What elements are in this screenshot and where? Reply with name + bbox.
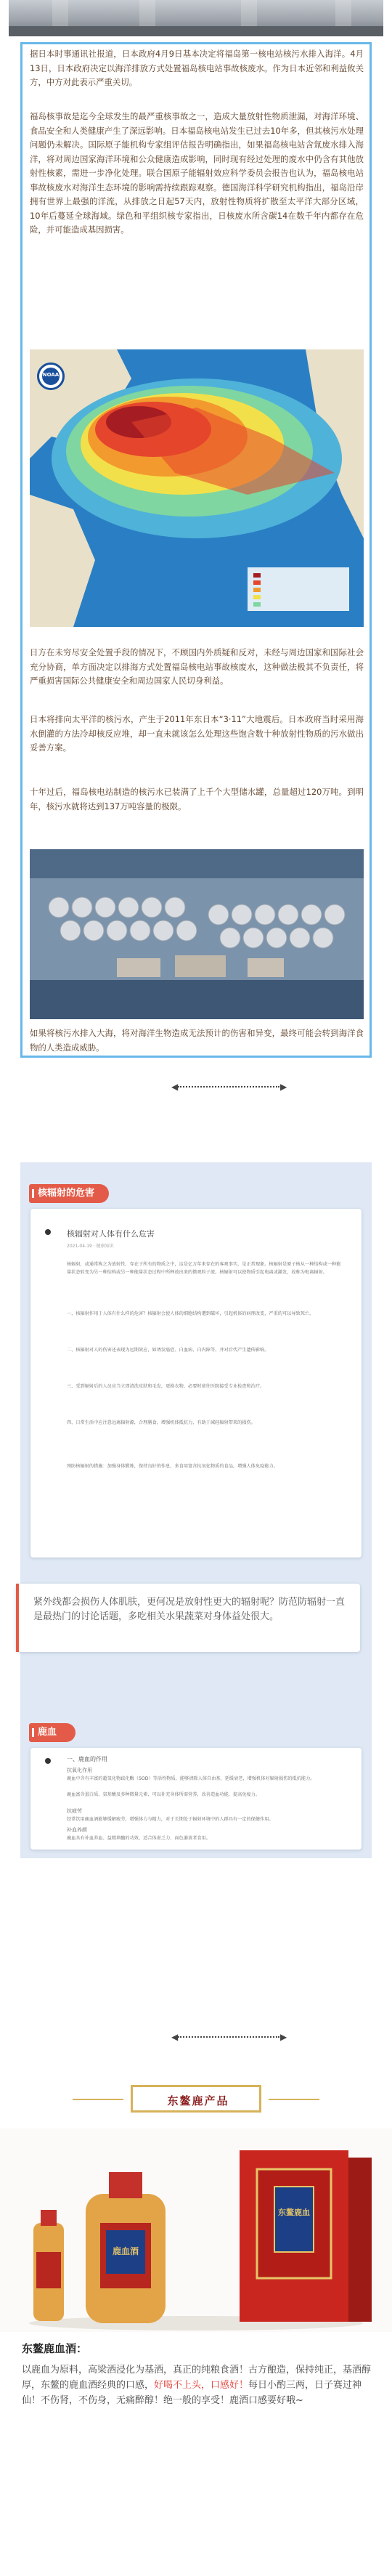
deer-blood-sub-3: 补血养颜 (67, 1827, 87, 1833)
product-section-title: 东鳌鹿产品 (167, 2094, 229, 2107)
radiation-article-paragraph: 核辐射，或通常称之为放射性，存在于所有的物质之中，这是亿万年来存在的客观事实，是正常现象。核辐射是原子核从一种结构或一种能量状态转变为另一种结构或另一种能量状态过程中所释放出来的微观粒子流。核辐射可以使物质引起电离或激发，故称为电离辐射。 (67, 1262, 341, 1275)
noaa-logo (37, 362, 65, 390)
news-paragraph-1: 据日本时事通讯社报道，日本政府4月9日基本决定将福岛第一核电站核污水排入海洋。4月13日，日本政府决定以海洋排放方式处置福岛核电站事故核废水。作为日本近邻和利益攸关方，中方对此表示严重关切。 (30, 49, 364, 87)
noaa-logo-text: NOAA (42, 372, 60, 378)
radiation-article-card (30, 1209, 362, 1558)
deer-blood-sub-1: 抗氧化作用 (67, 1767, 92, 1773)
deer-blood-heading: 一、鹿血的作用 (67, 1756, 107, 1762)
product-section-header (73, 2082, 319, 2115)
news-paragraph-4: 日本将排向太平洋的核污水，产生于2011年东日本“3·11”大地震后。日本政府当时采用海水倒灌的方法冷却核反应堆，却一直未就该怎么处理这些饱含数十种放射性物质的污水做出妥善方案。 (30, 714, 364, 753)
radiation-article-paragraph: 三、受到辐射后的人员应当立即清洗皮肤和毛发，更换衣物，必要时前往医院接受专业检查和治疗。 (67, 1384, 265, 1389)
section-tag-deer-blood-label: 鹿血 (38, 1727, 57, 1738)
news-paragraph-5: 十年过后，福岛核电站制造的核污水已装满了上千个大型储水罐，总量超过120万吨。到明年，核污水就将达到137万吨容量的极限。 (30, 787, 364, 811)
bullet-icon (45, 1229, 51, 1235)
deer-blood-sub-2: 抗疲劳 (67, 1808, 82, 1814)
deer-blood-wine-product-image (0, 2129, 392, 2332)
deer-blood-paragraph: 经常饮用鹿血酒能够缓解疲劳，增强体力与精力，对于长期处于辐射环境中的人群具有一定的保健作用。 (67, 1817, 274, 1822)
product-desc-part: 每日小酌三两，日子赛过神仙！不伤肾，不伤身，无痛醉醇！绝一般的享受！鹿酒口感要好哦~ (22, 2380, 362, 2406)
radiation-article-paragraph: 一、核辐射作用于人体有什么样的危害？核辐射会使人体的细胞结构遭到破坏，引起机体的病理改变，严重的可以导致死亡。 (67, 1311, 314, 1316)
radiation-article-title: 核辐射对人体有什么危害 (67, 1229, 155, 1239)
radiation-article-paragraph: 二、核辐射对人的伤害还表现为远期效应，如诱发癌症、白血病、白内障等，并对后代产生遗传影响。 (67, 1348, 269, 1353)
news-article (20, 42, 372, 1058)
section-tag-radiation (29, 1184, 109, 1203)
quote-card (16, 1584, 360, 1652)
product-desc-highlight: 好喝不上头，口感好！ (154, 2380, 249, 2391)
news-paragraph-6: 如果将核污水排入大海，将对海洋生物造成无法预计的伤害和异变，最终可能会转到海洋食物的人类造成威胁。 (30, 1028, 364, 1053)
hero-banner-image (9, 0, 383, 36)
news-paragraph-2: 福岛核事故是迄今全球发生的最严重核事故之一，造成大量放射性物质泄漏，对海洋环境、食品安全和人类健康产生了深远影响。日本福岛核电站发生已过去10年多，但其核污水处理问题仍未解决。国际原子能机构专家组评估报告明确指出，如果福岛核电站含氚废水排入海洋，将对周边国家海洋环境和公众健康造成影响，同时现有经过处理的废水中仍含有其他放射性核素，需进一步净化处理。联合国原子能辐射效应科学委员会报告也认为，福岛核电站事故核废水对海洋生态环境的影响需持续跟踪观察。德国海洋科学研究机构指出，福岛沿岸拥有世界上最强的洋流，从排放之日起57天内，放射性物质将扩散至太平洋大部分区域，10年后蔓延全球海域。绿色和平组织核专家指出，日核废水所含碳14在数千年内都存在危险，并可能造成基因损害。 (30, 111, 364, 235)
deer-blood-paragraph: 鹿血中含有丰富的超氧化物歧化酶（SOD）等活性物质，能够清除人体自由基，延缓衰老，增强机体对辐射损伤的抵抗能力。 (67, 1776, 315, 1781)
deer-blood-paragraph: 鹿血富含蛋白质、氨基酸及多种微量元素，可以补充身体所需营养，改善造血功能，提高免疫力。 (67, 1792, 261, 1797)
bullet-icon (45, 1758, 51, 1764)
radiation-spread-map-image (30, 349, 364, 627)
deer-blood-paragraph: 鹿血具有补血养血、益精填髓的功效，适合体虚乏力、面色萎黄者食用。 (67, 1836, 211, 1841)
bottle-label-text: 鹿血酒 (112, 2246, 139, 2256)
product-title: 东鳌鹿血酒： (22, 2342, 88, 2355)
health-info-panel (20, 1162, 372, 1858)
radiation-article-paragraph: 预防核辐射的措施：加强身体锻炼，保持良好的作息，多食用富含抗氧化物质的食品，增强人体免疫能力。 (67, 1464, 278, 1469)
quote-text: 紧外线都会损伤人体肌肤，更何况是放射性更大的辐射呢？防范防辐射一直是最热门的讨论话题，多吃相关水果蔬菜对身体益处很大。 (33, 1597, 346, 1622)
product-description (22, 2362, 373, 2408)
radiation-article-meta: 2021-04-19 · 健康知识 (67, 1244, 114, 1249)
product-desc-part: 以鹿血为原料，高梁酒浸化为基酒，真正的纯粮食酒！古方酿造，保持纯正，基酒醇厚，东鳌的鹿血酒经典的口感， (22, 2365, 372, 2391)
deer-blood-article-card (30, 1748, 362, 1850)
section-divider: ◀ ▶ (171, 1082, 287, 1092)
section-tag-radiation-label: 核辐射的危害 (38, 1188, 95, 1199)
section-tag-deer-blood (29, 1723, 75, 1742)
section-divider: ◀ ▶ (171, 2032, 287, 2042)
nuclear-plant-tanks-image (30, 849, 364, 1019)
news-paragraph-3: 日方在未穷尽安全处置手段的情况下，不顾国内外质疑和反对，未经与周边国家和国际社会充分协商，单方面决定以排海方式处置福岛核电站事故核废水，这种做法极其不负责任，将严重损害国际公共健康安全和周边国家人民切身利益。 (30, 647, 364, 686)
box-label-text: 东鳌鹿血 (278, 2208, 310, 2217)
radiation-article-paragraph: 四、日常生活中应注意远离辐射源，合理膳食，增强机体抵抗力，有助于减轻辐射带来的损伤。 (67, 1420, 256, 1425)
